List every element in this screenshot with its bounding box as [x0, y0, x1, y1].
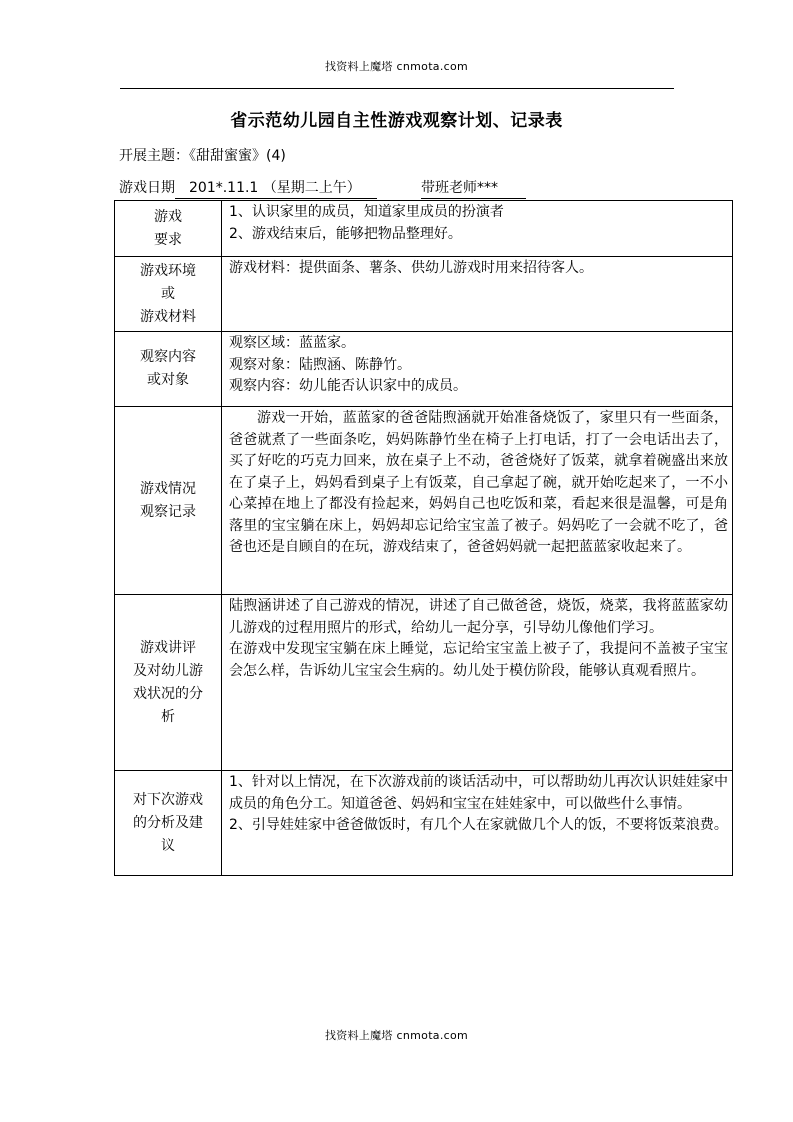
row-label	[115, 332, 222, 407]
row-label-line: 游戏材料	[140, 308, 196, 325]
content-paragraph: 观察区域：蓝蓝家。	[229, 335, 355, 351]
date-label: 游戏日期	[119, 180, 175, 196]
teacher-value: 带班老师***	[421, 177, 526, 199]
row-label-line: 的分析及建	[133, 814, 203, 831]
content-paragraph: 2、引导娃娃家中爸爸做饭时，有几个人在家就做几个人的饭，不要将饭菜浪费。	[229, 817, 728, 833]
row-label-line: 及对幼儿游	[133, 662, 203, 679]
table-row-next-suggestions	[115, 771, 733, 876]
content-paragraph: 1、针对以上情况，在下次游戏前的谈话活动中，可以帮助幼儿再次认识娃娃家中成员的角色分工。知道爸爸、妈妈和宝宝在娃娃家中，可以做些什么事情。	[229, 774, 728, 812]
content-paragraph: 游戏一开始，蓝蓝家的爸爸陆煦涵就开始准备烧饭了，家里只有一些面条，爸爸就煮了一些面条吃，妈妈陈静竹坐在椅子上打电话，打了一会电话出去了，买了好吃的巧克力回来，放在桌子上不动，爸爸烧好了饭菜，就拿着碗盛出来放在了桌子上，妈妈看到桌子上有饭菜，自己拿起了碗，就开始吃起来了，一不小心菜掉在地上了都没有捡起来，妈妈自己也吃饭和菜，看起来很是温馨，可是角落里的宝宝躺在床上，妈妈却忘记给宝宝盖了被子。妈妈吃了一会就不吃了，爸爸也还是自顾自的在玩，游戏结束了，爸爸妈妈就一起把蓝蓝家收起来了。	[229, 410, 728, 555]
row-label-line: 游戏	[154, 208, 182, 225]
observation-record-table	[114, 200, 733, 876]
row-content	[222, 595, 733, 771]
row-label-line: 或	[161, 285, 175, 302]
row-content	[222, 257, 733, 332]
row-label-line: 戏状况的分	[133, 685, 203, 702]
row-label-line: 观察记录	[140, 503, 196, 520]
row-label-line: 或对象	[147, 372, 189, 388]
row-label-line: 游戏讲评	[140, 639, 196, 656]
row-label-line: 观察内容	[140, 349, 196, 365]
row-content	[222, 201, 733, 257]
row-content	[222, 407, 733, 595]
header-divider	[120, 88, 674, 89]
row-label-line: 对下次游戏	[133, 791, 203, 808]
row-label-line: 要求	[154, 231, 182, 248]
header-watermark: 找资料上魔塔 cnmota.com	[324, 60, 469, 73]
content-paragraph: 在游戏中发现宝宝躺在床上睡觉，忘记给宝宝盖上被子了，我提问不盖被子宝宝会怎么样，告诉幼儿宝宝会生病的。幼儿处于模仿阶段，能够认真观看照片。	[229, 641, 728, 679]
content-paragraph: 观察内容：幼儿能否认识家中的成员。	[229, 378, 467, 394]
table-row-materials	[115, 257, 733, 332]
content-paragraph: 2、游戏结束后，能够把物品整理好。	[229, 225, 462, 242]
content-paragraph: 1、认识家里的成员，知道家里成员的扮演者	[229, 204, 504, 220]
table-row-observation-record	[115, 407, 733, 595]
date-teacher-line	[119, 177, 526, 199]
row-label	[115, 257, 222, 332]
document-title: 省示范幼儿园自主性游戏观察计划、记录表	[230, 111, 563, 131]
content-paragraph: 观察对象：陆煦涵、陈静竹。	[229, 356, 411, 373]
row-label	[115, 771, 222, 876]
date-value: 201*.11.1 （星期二上午）	[175, 177, 377, 199]
theme-line	[119, 145, 286, 165]
row-label	[115, 595, 222, 771]
row-label	[115, 407, 222, 595]
row-label-line: 析	[161, 708, 175, 725]
table-row-observation-target	[115, 332, 733, 407]
row-content	[222, 332, 733, 407]
theme-label: 开展主题：	[119, 148, 189, 164]
row-label	[115, 201, 222, 257]
row-label-line: 议	[161, 837, 175, 854]
table-row-requirements	[115, 201, 733, 257]
footer-watermark: 找资料上魔塔 cnmota.com	[324, 1029, 469, 1042]
row-content	[222, 771, 733, 876]
theme-value: 《甜甜蜜蜜》(4)	[189, 148, 286, 164]
row-label-line: 游戏情况	[140, 480, 196, 497]
content-paragraph: 陆煦涵讲述了自己游戏的情况，讲述了自己做爸爸，烧饭，烧菜，我将蓝蓝家幼儿游戏的过程用照片的形式，给幼儿一起分享，引导幼儿像他们学习。	[229, 598, 728, 636]
table-row-review-analysis	[115, 595, 733, 771]
row-label-line: 游戏环境	[140, 262, 196, 279]
content-paragraph: 游戏材料：提供面条、薯条、供幼儿游戏时用来招待客人。	[229, 260, 593, 276]
